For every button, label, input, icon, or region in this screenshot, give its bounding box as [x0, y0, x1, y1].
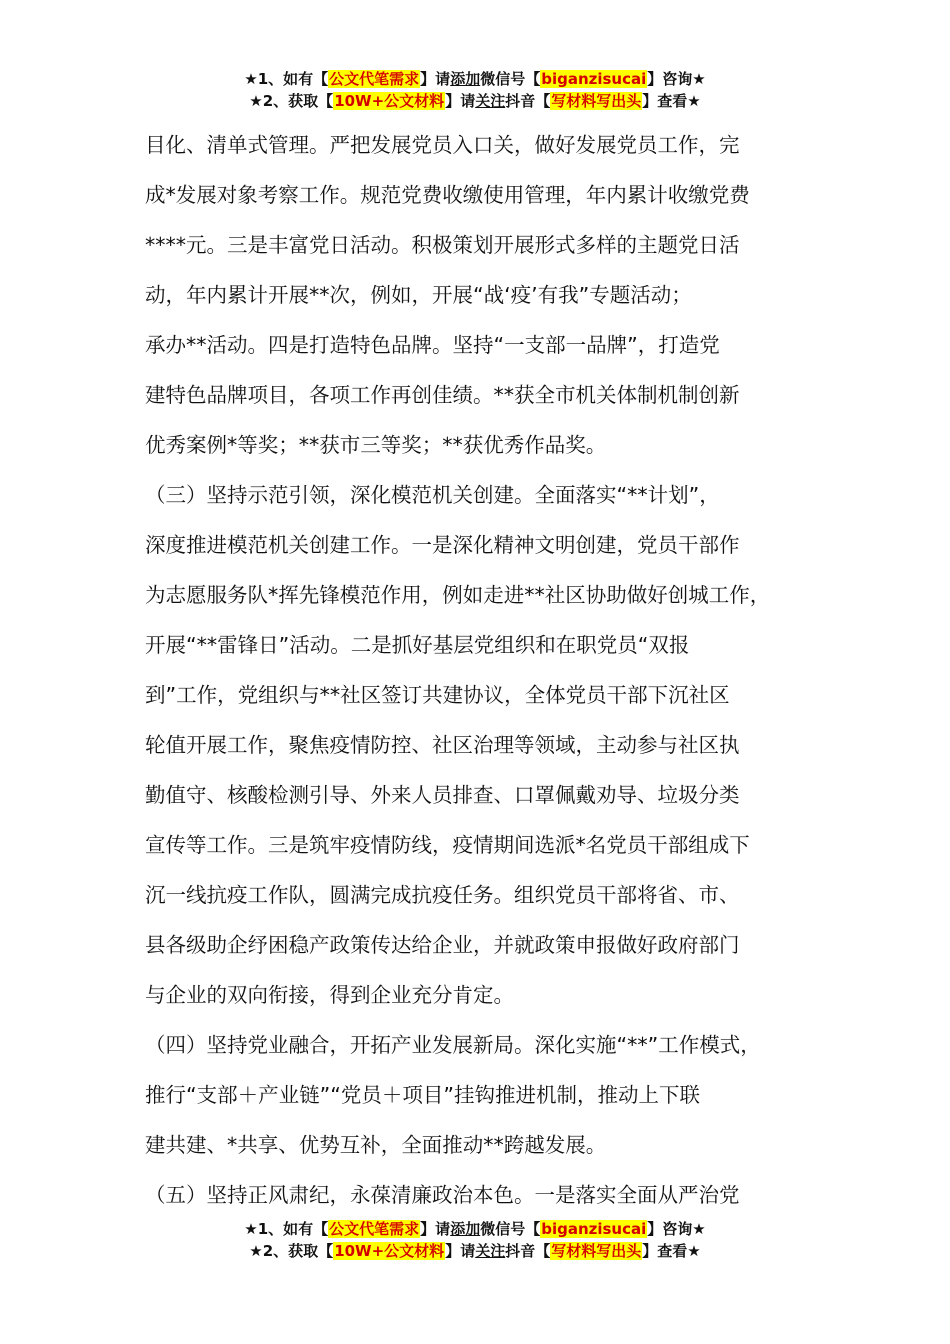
highlight-douyin: 写材料写出头	[551, 92, 642, 110]
highlight-ghostwriting: 公文代笔需求	[329, 70, 420, 88]
body-line: 到”工作，党组织与**社区签订共建协议，全体党员干部下沉社区	[145, 683, 730, 707]
body-line: （四）坚持党业融合，开拓产业发展新局。深化实施“**”工作模式，	[145, 1033, 761, 1057]
body-line: 推行“支部＋产业链”“党员＋项目”挂钩推进机制，推动上下联	[145, 1083, 700, 1107]
body-line: ****元。三是丰富党日活动。积极策划开展形式多样的主题党日活	[145, 233, 740, 257]
body-line: 承办**活动。四是打造特色品牌。坚持“一支部一品牌”，打造党	[145, 333, 720, 357]
body-line: 优秀案例*等奖；**获市三等奖；**获优秀作品奖。	[145, 433, 607, 457]
body-line: （三）坚持示范引领，深化模范机关创建。全面落实“**计划”，	[145, 483, 720, 507]
body-line: 为志愿服务队*挥先锋模范作用，例如走进**社区协助做好创城工作，	[145, 583, 771, 607]
document-body	[145, 120, 835, 1220]
highlight-wechat-id: biganzisucai	[541, 70, 647, 88]
highlight-douyin: 写材料写出头	[551, 1242, 642, 1260]
body-line: 深度推进模范机关创建工作。一是深化精神文明创建，党员干部作	[145, 533, 740, 557]
body-line: 与企业的双向衔接，得到企业充分肯定。	[145, 983, 514, 1007]
footer-line-2: ★2、获取【10W+公文材料】请关注抖音【写材料写出头】查看★	[249, 1242, 701, 1260]
footer-banner-bottom	[0, 1218, 950, 1262]
body-line: 成*发展对象考察工作。规范党费收缴使用管理，年内累计收缴党费	[145, 183, 750, 207]
body-line: 建特色品牌项目，各项工作再创佳绩。**获全市机关体制机制创新	[145, 383, 740, 407]
highlight-ghostwriting: 公文代笔需求	[329, 1220, 420, 1238]
highlight-materials: 10W+公文材料	[334, 92, 445, 110]
highlight-wechat-id: biganzisucai	[541, 1220, 647, 1238]
header-line-2: ★2、获取【10W+公文材料】请关注抖音【写材料写出头】查看★	[249, 92, 701, 110]
body-line: 建共建、*共享、优势互补，全面推动**跨越发展。	[145, 1133, 607, 1157]
body-line: （五）坚持正风肃纪，永葆清廉政治本色。一是落实全面从严治党	[145, 1183, 740, 1207]
footer-line-1: ★1、如有【公文代笔需求】请添加微信号【biganzisucai】咨询★	[244, 1220, 706, 1238]
body-line: 动，年内累计开展**次，例如，开展“战‘疫’有我”专题活动；	[145, 283, 692, 307]
body-line: 勤值守、核酸检测引导、外来人员排查、口罩佩戴劝导、垃圾分类	[145, 783, 740, 807]
body-line: 开展“**雷锋日”活动。二是抓好基层党组织和在职党员“双报	[145, 633, 690, 657]
body-line: 目化、清单式管理。严把发展党员入口关，做好发展党员工作，完	[145, 133, 740, 157]
body-line: 轮值开展工作，聚焦疫情防控、社区治理等领域，主动参与社区执	[145, 733, 740, 757]
body-line: 县各级助企纾困稳产政策传达给企业，并就政策申报做好政府部门	[145, 933, 740, 957]
header-line-1: ★1、如有【公文代笔需求】请添加微信号【biganzisucai】咨询★	[244, 70, 706, 88]
header-banner-top	[0, 68, 950, 112]
highlight-materials: 10W+公文材料	[334, 1242, 445, 1260]
body-line: 沉一线抗疫工作队，圆满完成抗疫任务。组织党员干部将省、市、	[145, 883, 740, 907]
body-line: 宣传等工作。三是筑牢疫情防线，疫情期间选派*名党员干部组成下	[145, 833, 750, 857]
